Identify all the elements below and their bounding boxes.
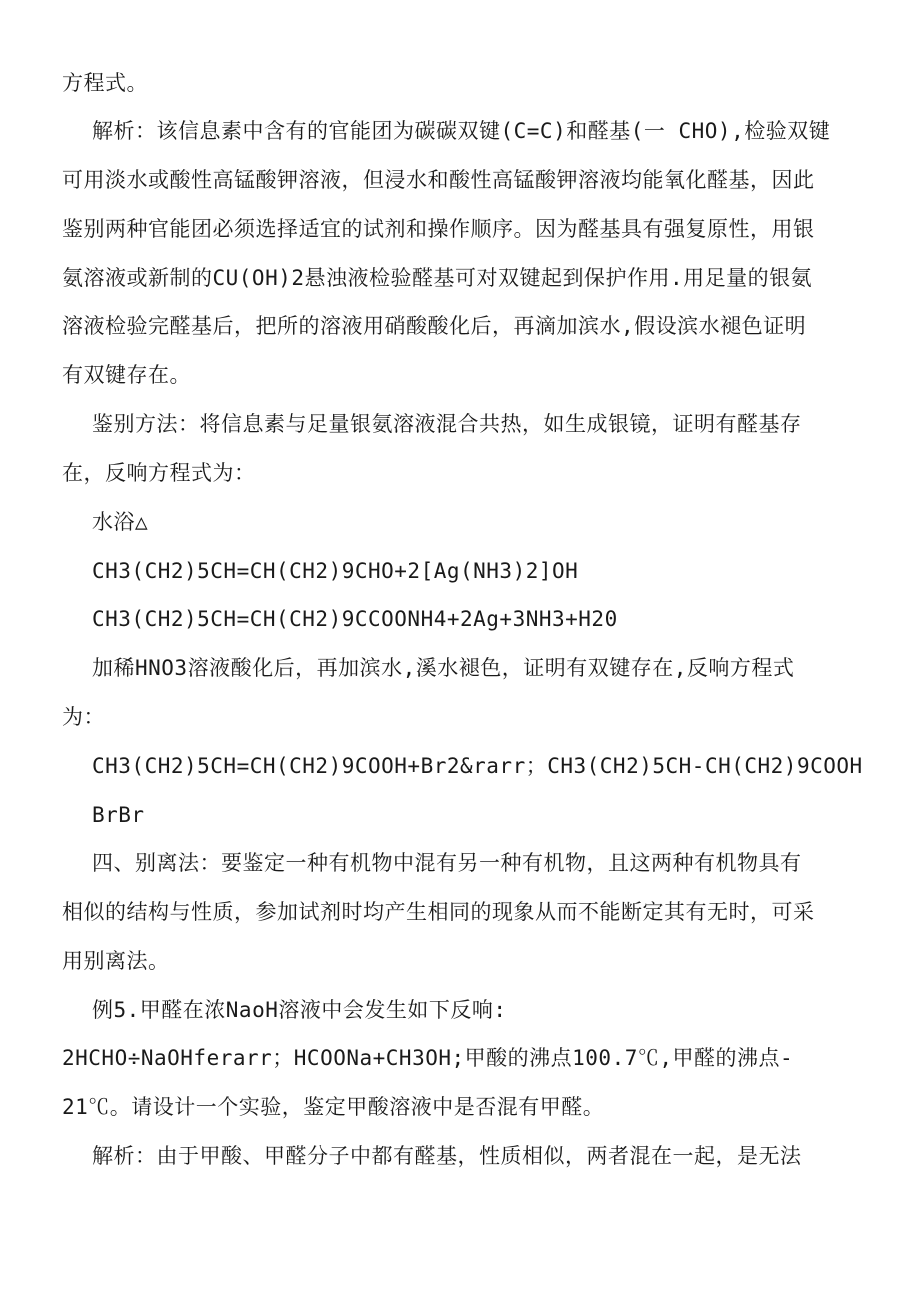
text-line: 2HCHO÷NaOHferarr；HCOONa+CH3OH;甲酸的沸点100.7℃,甲醛的沸点-: [62, 1046, 794, 1070]
text-line: 方程式。: [62, 71, 148, 95]
text-line: CH3(CH2)5CH=CH(CH2)9CHO+2[Ag(NH3)2]OH: [92, 559, 579, 583]
text-line: 水浴△: [92, 510, 149, 534]
text-line: BrBr: [92, 803, 145, 827]
text-line: 氨溶液或新制的CU(OH)2悬浊液检验醛基可对双键起到保护作用.用足量的银氨: [62, 266, 813, 290]
text-line: 解析：该信息素中含有的官能团为碳碳双键(C=C)和醛基(一 CHO),检验双键: [92, 119, 831, 143]
text-line: 用别离法。: [62, 949, 170, 973]
text-line: 有双键存在。: [62, 363, 191, 387]
text-line: CH3(CH2)5CH=CH(CH2)9COOH+Br2&rarr；CH3(CH2)5CH-CH(CH2)9COOH: [92, 754, 863, 778]
text-line: 21℃。请设计一个实验，鉴定甲酸溶液中是否混有甲醛。: [62, 1095, 605, 1119]
text-line: 解析：由于甲酸、甲醛分子中都有醛基，性质相似，两者混在一起，是无法: [92, 1144, 802, 1168]
text-line: CH3(CH2)5CH=CH(CH2)9CCOONH4+2Ag+3NH3+H20: [92, 607, 618, 631]
text-line: 可用淡水或酸性高锰酸钾溶液，但浸水和酸性高锰酸钾溶液均能氧化醛基，因此: [62, 168, 815, 192]
text-line: 加稀HNO3溶液酸化后，再加滨水,溪水褪色，证明有双键存在,反响方程式: [92, 656, 795, 680]
text-line: 鉴别两种官能团必须选择适宜的试剂和操作顺序。因为醛基具有强复原性，用银: [62, 217, 815, 241]
text-line: 鉴别方法：将信息素与足量银氨溶液混合共热，如生成银镜，证明有醛基存: [92, 412, 802, 436]
text-line: 在，反响方程式为：: [62, 461, 256, 485]
text-line: 四、别离法：要鉴定一种有机物中混有另一种有机物，且这两种有机物具有: [92, 851, 802, 875]
text-line: 相似的结构与性质，参加试剂时均产生相同的现象从而不能断定其有无时，可采: [62, 900, 815, 924]
text-line: 例5.甲醛在浓NaoH溶液中会发生如下反响:: [92, 998, 507, 1022]
text-line: 溶液检验完醛基后，把所的溶液用硝酸酸化后，再滴加滨水,假设滨水褪色证明: [62, 314, 807, 338]
text-line: 为：: [62, 705, 105, 729]
